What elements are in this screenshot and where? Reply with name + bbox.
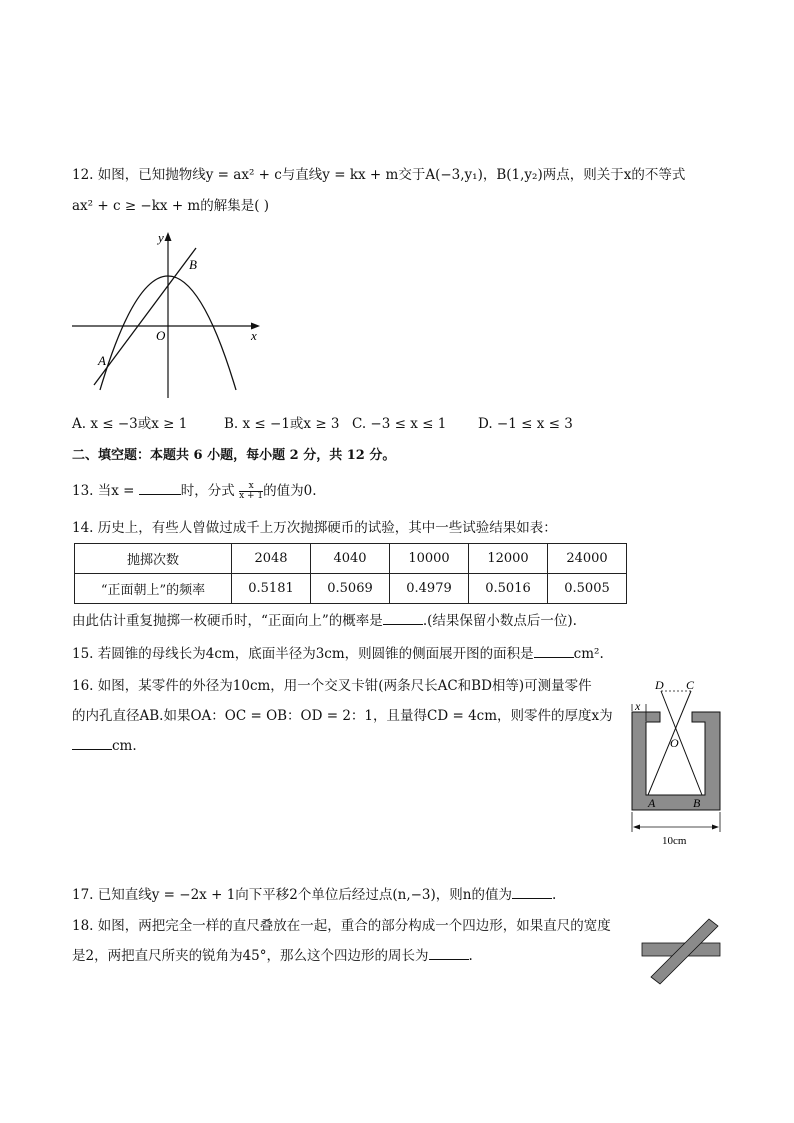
coin-toss-table — [74, 543, 627, 604]
q18-answer-blank — [429, 947, 469, 960]
q13-answer-blank — [139, 482, 181, 495]
label-o: O — [670, 736, 679, 750]
width-label: 10cm — [662, 835, 687, 847]
table-cell: 0.5016 — [469, 574, 548, 604]
table-cell: 4040 — [311, 544, 390, 574]
q16-line1: 16. 如图，某零件的外径为10cm，用一个交叉卡钳(两条尺长AC和BD相等)可测量零件 — [72, 678, 592, 694]
point-a-label: A — [98, 353, 106, 368]
q13-text-middle: 时，分式 — [180, 483, 235, 499]
table-cell: “正面朝上”的频率 — [75, 574, 232, 604]
q12-line2: ax² + c ≥ −kx + m的解集是( ) — [72, 198, 270, 214]
q13-fraction-numerator: x — [239, 482, 263, 492]
q12-parabola-graph — [70, 228, 265, 400]
y-axis-arrow — [165, 232, 172, 241]
caliper-arm-bd — [661, 691, 702, 795]
q18-text-before: 是2，两把直尺所夹的锐角为45°，那么这个四边形的周长为 — [72, 948, 429, 964]
caliper-part-figure — [626, 674, 726, 850]
q17-answer-blank — [512, 886, 552, 899]
table-cell: 0.5005 — [548, 574, 627, 604]
q12-option-a: A. x ≤ −3或x ≥ 1 — [72, 416, 188, 432]
q16-line3 — [72, 737, 137, 755]
q15-text-after: cm². — [573, 646, 604, 662]
q18-text-after: . — [468, 948, 473, 964]
table-row — [75, 574, 627, 604]
table-cell: 12000 — [469, 544, 548, 574]
table-cell: 抛掷次数 — [75, 544, 232, 574]
table-cell: 0.5181 — [232, 574, 311, 604]
point-b-label: B — [189, 257, 197, 272]
q13-text-after: 的值为0. — [263, 483, 317, 499]
q17-line — [72, 886, 556, 904]
q16-line2: 的内孔直径AB.如果OA：OC = OB：OD = 2：1，且量得CD = 4cm，则零件的厚度x为 — [72, 708, 613, 724]
section-heading: 二、填空题：本题共 6 小题，每小题 2 分，共 12 分。 — [72, 448, 396, 463]
label-x: x — [635, 699, 641, 713]
q17-text-before: 17. 已知直线y = −2x + 1向下平移2个单位后经过点(n,−3)，则n的值为 — [72, 887, 512, 903]
q15-line — [72, 645, 604, 663]
q14-intro: 14. 历史上，有些人曾做过成千上万次抛掷硬币的试验，其中一些试验结果如表： — [72, 520, 557, 536]
label-a: A — [648, 796, 656, 810]
width-arrow-right — [712, 825, 719, 830]
label-b: B — [693, 796, 701, 810]
q13-fraction — [239, 482, 263, 501]
q18-line1: 18. 如图，两把完全一样的直尺叠放在一起，重合的部分构成一个四边形，如果直尺的宽度 — [72, 918, 611, 934]
q14-answer-blank — [383, 612, 423, 625]
q16-answer-blank — [72, 737, 112, 750]
width-arrow-left — [633, 825, 640, 830]
table-row — [75, 544, 627, 574]
q16-text-after: cm. — [112, 738, 137, 754]
q12-option-b: B. x ≤ −1或x ≥ 3 — [224, 416, 340, 432]
x-axis-label: x — [251, 328, 257, 343]
table-cell: 0.4979 — [390, 574, 469, 604]
q12-option-d: D. −1 ≤ x ≤ 3 — [478, 416, 573, 432]
two-rulers-figure — [640, 915, 722, 985]
origin-label: O — [156, 328, 166, 343]
straight-line — [94, 248, 196, 385]
label-d: D — [655, 678, 664, 692]
table-cell: 10000 — [390, 544, 469, 574]
q15-text-before: 15. 若圆锥的母线长为4cm，底面半径为3cm，则圆锥的侧面展开图的面积是 — [72, 646, 534, 662]
table-cell: 0.5069 — [311, 574, 390, 604]
y-axis-label: y — [158, 230, 164, 245]
q13-text-before: 13. 当x = — [72, 483, 135, 499]
table-cell: 24000 — [548, 544, 627, 574]
label-c: C — [686, 678, 695, 692]
q17-text-after: . — [551, 887, 557, 903]
q12-option-c: C. −3 ≤ x ≤ 1 — [352, 416, 447, 432]
q13-line — [72, 482, 317, 501]
q15-answer-blank — [534, 645, 574, 658]
table-cell: 2048 — [232, 544, 311, 574]
q14-conclusion — [72, 612, 577, 630]
q18-line2 — [72, 947, 473, 965]
q14-conclusion-after: .(结果保留小数点后一位). — [422, 613, 577, 629]
q14-conclusion-before: 由此估计重复抛掷一枚硬币时，“正面向上”的概率是 — [72, 613, 383, 629]
q13-fraction-denominator: x + 1 — [239, 491, 264, 501]
q12-line1: 12. 如图，已知抛物线y = ax² + c与直线y = kx + m交于A(−3,y₁)，B(1,y₂)两点，则关于x的不等式 — [72, 167, 686, 183]
